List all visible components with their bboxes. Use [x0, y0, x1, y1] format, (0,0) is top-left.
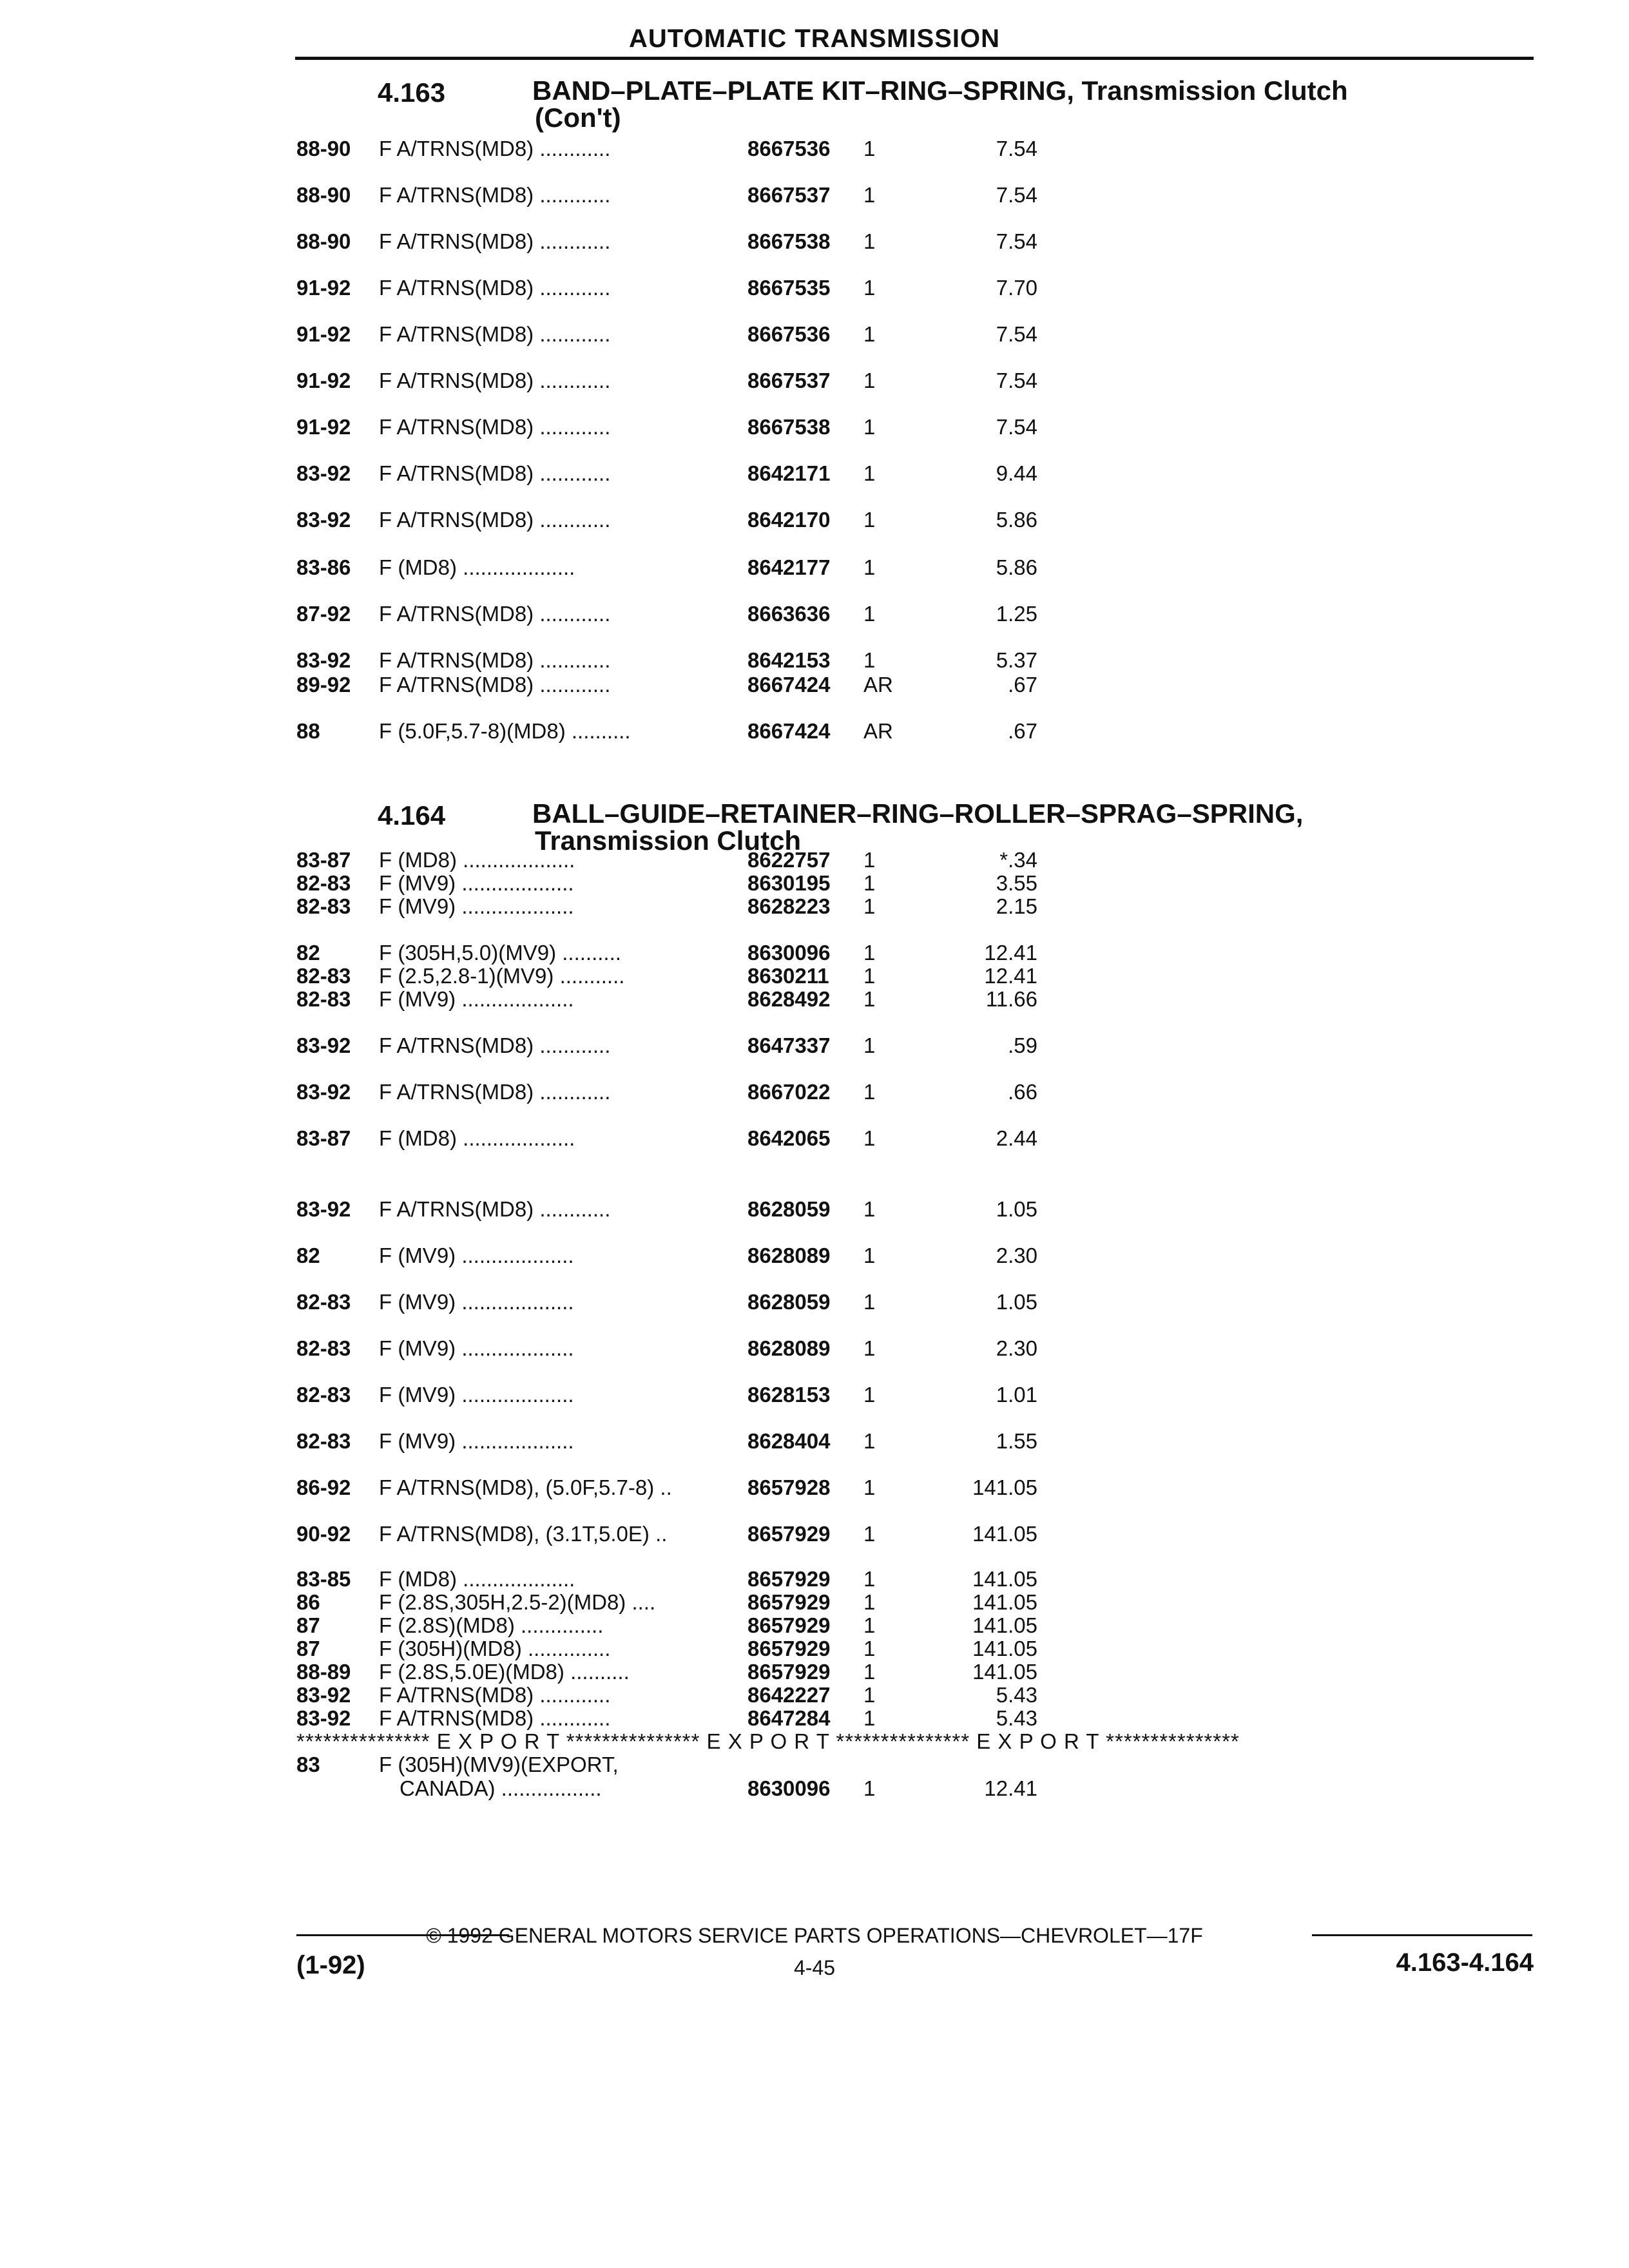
model-years: 91-92 — [296, 322, 351, 346]
application: F (5.0F,5.7-8)(MD8) .......... — [379, 719, 631, 743]
model-years: 83-92 — [296, 461, 351, 485]
quantity: 1 — [863, 555, 876, 579]
model-years: 83-87 — [296, 848, 351, 872]
price: 2.30 — [996, 1244, 1037, 1267]
model-years: 83-92 — [296, 1706, 351, 1730]
application: F A/TRNS(MD8) ............ — [379, 229, 611, 253]
page-number: 4-45 — [793, 1956, 836, 1979]
application: F A/TRNS(MD8) ............ — [379, 1197, 611, 1221]
part-number: 8642177 — [747, 555, 831, 579]
section-title-line: (Con't) — [535, 102, 621, 133]
model-years: 83-87 — [296, 1126, 351, 1150]
price: *.34 — [999, 848, 1037, 872]
quantity: 1 — [863, 871, 876, 895]
quantity: 1 — [863, 369, 876, 392]
price: 1.05 — [996, 1197, 1037, 1221]
application-continued: CANADA) ................. — [400, 1776, 602, 1800]
model-years: 82-83 — [296, 1429, 351, 1453]
quantity: 1 — [863, 1613, 876, 1637]
model-years: 82-83 — [296, 894, 351, 918]
quantity: 1 — [863, 894, 876, 918]
application: F A/TRNS(MD8) ............ — [379, 1706, 611, 1730]
application: F A/TRNS(MD8) ............ — [379, 1033, 611, 1057]
part-number: 8647284 — [747, 1706, 831, 1730]
part-number: 8630211 — [747, 964, 829, 988]
part-number: 8630096 — [747, 1776, 831, 1800]
section-title — [532, 800, 1303, 854]
price: 141.05 — [972, 1590, 1037, 1614]
application: F (MV9) ................... — [379, 1290, 574, 1314]
quantity: 1 — [863, 964, 876, 988]
section-title-line: Transmission Clutch — [535, 825, 802, 856]
quantity: AR — [863, 673, 893, 697]
price: 1.05 — [996, 1290, 1037, 1314]
application: F (2.8S)(MD8) .............. — [379, 1613, 604, 1637]
model-years: 83-92 — [296, 1033, 351, 1057]
page-title: AUTOMATIC TRANSMISSION — [628, 24, 1001, 53]
quantity: 1 — [863, 1522, 876, 1546]
application: F A/TRNS(MD8) ............ — [379, 322, 611, 346]
price: 7.54 — [996, 369, 1037, 392]
model-years: 86-92 — [296, 1475, 351, 1499]
application: F A/TRNS(MD8) ............ — [379, 508, 611, 532]
part-number: 8642171 — [747, 461, 831, 485]
part-number: 8628223 — [747, 894, 831, 918]
price: 9.44 — [996, 461, 1037, 485]
model-years: 87 — [296, 1637, 320, 1660]
quantity: 1 — [863, 183, 876, 207]
price: 5.37 — [996, 648, 1037, 672]
model-years: 82-83 — [296, 1336, 351, 1360]
part-number: 8663636 — [747, 602, 831, 626]
price: .59 — [1008, 1033, 1037, 1057]
quantity: 1 — [863, 1336, 876, 1360]
model-years: 83-92 — [296, 1080, 351, 1104]
application: F (MV9) ................... — [379, 1336, 574, 1360]
price: 11.66 — [985, 987, 1037, 1011]
quantity: 1 — [863, 602, 876, 626]
application: F (2.8S,5.0E)(MD8) .......... — [379, 1660, 630, 1684]
quantity: 1 — [863, 508, 876, 532]
application: F A/TRNS(MD8), (5.0F,5.7-8) .. — [379, 1475, 672, 1499]
quantity: 1 — [863, 848, 876, 872]
part-number: 8642227 — [747, 1683, 831, 1707]
model-years: 89-92 — [296, 673, 351, 697]
part-number: 8628059 — [747, 1290, 831, 1314]
model-years: 82-83 — [296, 964, 351, 988]
model-years: 83 — [296, 1753, 320, 1776]
model-years: 87-92 — [296, 602, 351, 626]
part-number: 8657929 — [747, 1660, 831, 1684]
part-number: 8642170 — [747, 508, 831, 532]
section-number: 4.164 — [378, 800, 446, 831]
part-number: 8628492 — [747, 987, 831, 1011]
model-years: 82-83 — [296, 871, 351, 895]
price: 2.30 — [996, 1336, 1037, 1360]
price: 141.05 — [972, 1660, 1037, 1684]
application: F A/TRNS(MD8), (3.1T,5.0E) .. — [379, 1522, 668, 1546]
model-years: 88-90 — [296, 137, 351, 160]
part-number: 8667538 — [747, 415, 831, 439]
section-title — [532, 77, 1348, 131]
application: F (MD8) ................... — [379, 555, 575, 579]
quantity: 1 — [863, 1590, 876, 1614]
model-years: 83-92 — [296, 1197, 351, 1221]
application: F (305H,5.0)(MV9) .......... — [379, 941, 621, 965]
price: 5.86 — [996, 555, 1037, 579]
price: 5.43 — [996, 1706, 1037, 1730]
application: F A/TRNS(MD8) ............ — [379, 183, 611, 207]
export-banner: *************** E X P O R T *************** E X P O R T *************** E X P O R T *************** — [296, 1729, 1240, 1753]
price: .67 — [1008, 673, 1037, 697]
quantity: 1 — [863, 1637, 876, 1660]
part-number: 8667537 — [747, 369, 831, 392]
section-number: 4.163 — [378, 77, 446, 108]
application: F (MD8) ................... — [379, 1126, 575, 1150]
part-number: 8667536 — [747, 322, 831, 346]
model-years: 82 — [296, 941, 320, 965]
application: F (MV9) ................... — [379, 1429, 574, 1453]
application: F A/TRNS(MD8) ............ — [379, 648, 611, 672]
part-number: 8630096 — [747, 941, 831, 965]
quantity: 1 — [863, 1475, 876, 1499]
part-number: 8667022 — [747, 1080, 831, 1104]
quantity: 1 — [863, 1290, 876, 1314]
price: 3.55 — [996, 871, 1037, 895]
model-years: 83-85 — [296, 1567, 351, 1591]
revision-date: (1-92) — [296, 1951, 365, 1979]
part-number: 8630195 — [747, 871, 831, 895]
model-years: 88-89 — [296, 1660, 351, 1684]
part-number: 8628089 — [747, 1244, 831, 1267]
price: 141.05 — [972, 1637, 1037, 1660]
quantity: 1 — [863, 137, 876, 160]
application: F (MV9) ................... — [379, 987, 574, 1011]
application: F A/TRNS(MD8) ............ — [379, 137, 611, 160]
application: F (MV9) ................... — [379, 1244, 574, 1267]
price: 141.05 — [972, 1567, 1037, 1591]
price: 7.54 — [996, 229, 1037, 253]
part-number: 8628404 — [747, 1429, 831, 1453]
price: .66 — [1008, 1080, 1037, 1104]
part-number: 8628059 — [747, 1197, 831, 1221]
price: .67 — [1008, 719, 1037, 743]
price: 141.05 — [972, 1522, 1037, 1546]
application: F (2.5,2.8-1)(MV9) ........... — [379, 964, 625, 988]
part-number: 8657929 — [747, 1590, 831, 1614]
application: F (MD8) ................... — [379, 848, 575, 872]
quantity: 1 — [863, 1244, 876, 1267]
application: F A/TRNS(MD8) ............ — [379, 461, 611, 485]
part-number: 8667538 — [747, 229, 831, 253]
quantity: 1 — [863, 1197, 876, 1221]
application: F A/TRNS(MD8) ............ — [379, 673, 611, 697]
price: 7.54 — [996, 415, 1037, 439]
quantity: 1 — [863, 461, 876, 485]
quantity: 1 — [863, 1567, 876, 1591]
part-number: 8667536 — [747, 137, 831, 160]
price: 141.05 — [972, 1475, 1037, 1499]
price: 7.54 — [996, 183, 1037, 207]
quantity: 1 — [863, 415, 876, 439]
model-years: 91-92 — [296, 415, 351, 439]
quantity: 1 — [863, 1776, 876, 1800]
model-years: 82-83 — [296, 1290, 351, 1314]
part-number: 8628153 — [747, 1383, 831, 1407]
price: 5.86 — [996, 508, 1037, 532]
section-title-line: BAND–PLATE–PLATE KIT–RING–SPRING, Transmission Clutch — [532, 75, 1348, 106]
application: F A/TRNS(MD8) ............ — [379, 369, 611, 392]
model-years: 82 — [296, 1244, 320, 1267]
model-years: 83-86 — [296, 555, 351, 579]
part-number: 8622757 — [747, 848, 831, 872]
quantity: 1 — [863, 229, 876, 253]
quantity: 1 — [863, 1033, 876, 1057]
price: 141.05 — [972, 1613, 1037, 1637]
quantity: 1 — [863, 987, 876, 1011]
section-reference: 4.163-4.164 — [1396, 1948, 1534, 1977]
application: F (MV9) ................... — [379, 871, 574, 895]
price: 12.41 — [984, 1776, 1037, 1800]
part-number: 8667537 — [747, 183, 831, 207]
model-years: 88-90 — [296, 183, 351, 207]
quantity: 1 — [863, 322, 876, 346]
part-number: 8667424 — [747, 673, 831, 697]
application: F (305H)(MD8) .............. — [379, 1637, 611, 1660]
model-years: 87 — [296, 1613, 320, 1637]
model-years: 83-92 — [296, 1683, 351, 1707]
price: 1.01 — [996, 1383, 1037, 1407]
part-number: 8642153 — [747, 648, 831, 672]
application: F A/TRNS(MD8) ............ — [379, 1080, 611, 1104]
model-years: 90-92 — [296, 1522, 351, 1546]
part-number: 8628089 — [747, 1336, 831, 1360]
model-years: 86 — [296, 1590, 320, 1614]
section-title-line: BALL–GUIDE–RETAINER–RING–ROLLER–SPRAG–SPRING, — [532, 798, 1304, 829]
model-years: 88 — [296, 719, 320, 743]
application: F A/TRNS(MD8) ............ — [379, 276, 611, 300]
model-years: 91-92 — [296, 276, 351, 300]
price: 1.55 — [996, 1429, 1037, 1453]
application: F A/TRNS(MD8) ............ — [379, 602, 611, 626]
model-years: 83-92 — [296, 508, 351, 532]
application: F (2.8S,305H,2.5-2)(MD8) .... — [379, 1590, 656, 1614]
part-number: 8647337 — [747, 1033, 831, 1057]
part-number: 8657929 — [747, 1637, 831, 1660]
application: F (MV9) ................... — [379, 894, 574, 918]
title-rule — [295, 57, 1534, 60]
model-years: 91-92 — [296, 369, 351, 392]
part-number: 8657929 — [747, 1567, 831, 1591]
part-number: 8642065 — [747, 1126, 831, 1150]
model-years: 88-90 — [296, 229, 351, 253]
price: 5.43 — [996, 1683, 1037, 1707]
price: 7.54 — [996, 137, 1037, 160]
application: F A/TRNS(MD8) ............ — [379, 1683, 611, 1707]
quantity: AR — [863, 719, 893, 743]
part-number: 8667424 — [747, 719, 831, 743]
part-number: 8657928 — [747, 1475, 831, 1499]
quantity: 1 — [863, 648, 876, 672]
part-number: 8657929 — [747, 1613, 831, 1637]
price: 12.41 — [984, 941, 1037, 965]
application: F (MD8) ................... — [379, 1567, 575, 1591]
model-years: 82-83 — [296, 1383, 351, 1407]
price: 2.15 — [996, 894, 1037, 918]
model-years: 82-83 — [296, 987, 351, 1011]
model-years: 83-92 — [296, 648, 351, 672]
quantity: 1 — [863, 941, 876, 965]
application: F (305H)(MV9)(EXPORT, — [379, 1753, 619, 1776]
quantity: 1 — [863, 1126, 876, 1150]
quantity: 1 — [863, 1706, 876, 1730]
price: 7.70 — [996, 276, 1037, 300]
application: F A/TRNS(MD8) ............ — [379, 415, 611, 439]
quantity: 1 — [863, 1660, 876, 1684]
price: 12.41 — [984, 964, 1037, 988]
quantity: 1 — [863, 1429, 876, 1453]
part-number: 8667535 — [747, 276, 831, 300]
part-number: 8657929 — [747, 1522, 831, 1546]
application: F (MV9) ................... — [379, 1383, 574, 1407]
copyright-notice: © 1992 GENERAL MOTORS SERVICE PARTS OPERATIONS—CHEVROLET—17F — [426, 1924, 1203, 1947]
price: 2.44 — [996, 1126, 1037, 1150]
quantity: 1 — [863, 1080, 876, 1104]
price: 1.25 — [996, 602, 1037, 626]
quantity: 1 — [863, 276, 876, 300]
price: 7.54 — [996, 322, 1037, 346]
quantity: 1 — [863, 1683, 876, 1707]
quantity: 1 — [863, 1383, 876, 1407]
